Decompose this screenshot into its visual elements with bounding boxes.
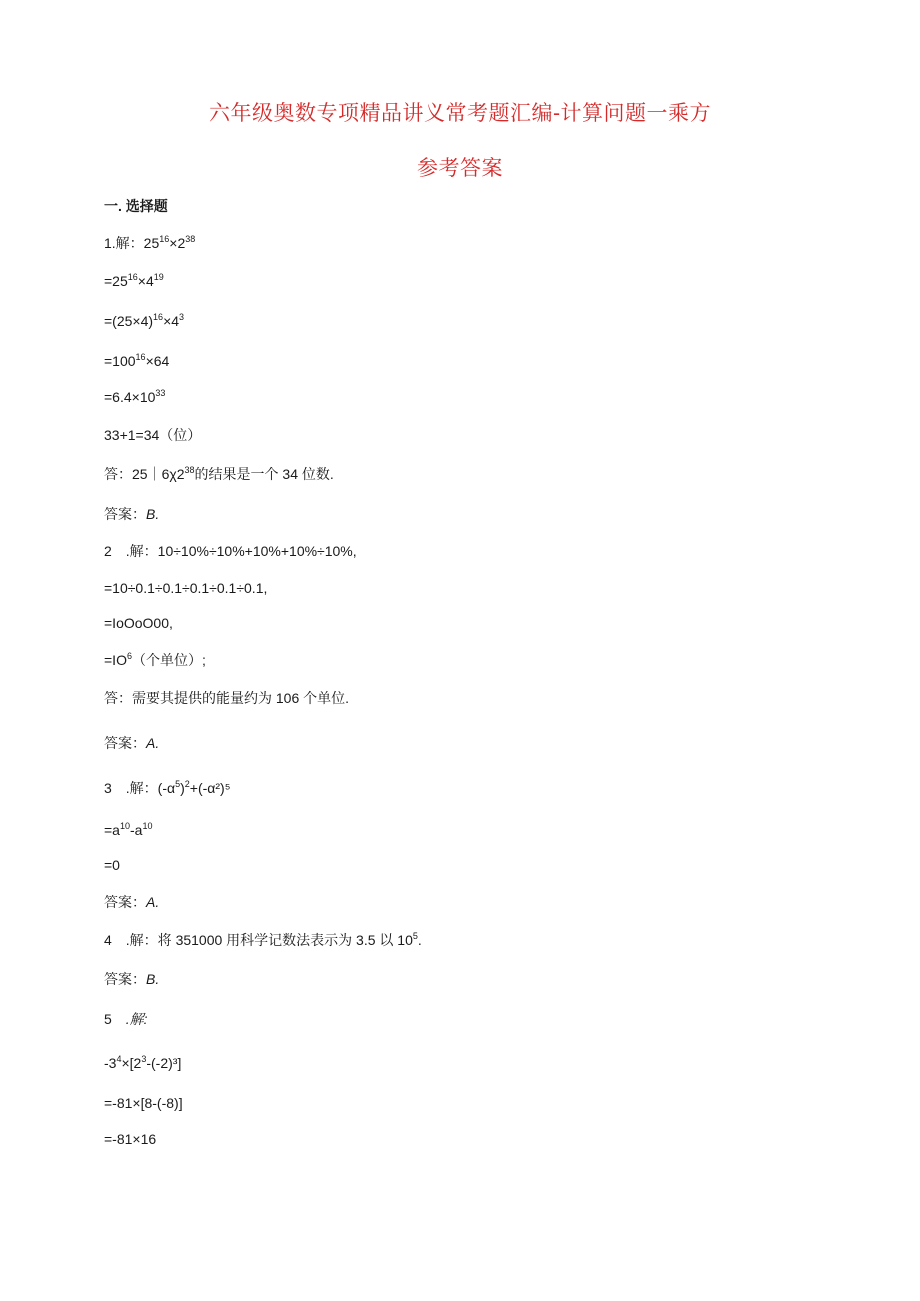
answer-line bbox=[104, 779, 231, 797]
line-text: 4 .解：将 351000 用科学记数法表示为 3.5 以 10 bbox=[104, 932, 413, 948]
page-subtitle: 参考答案 bbox=[417, 156, 503, 180]
answer-line bbox=[104, 388, 165, 406]
line-text: -a bbox=[129, 822, 143, 838]
line-text: 5 bbox=[104, 1011, 126, 1027]
answer-line bbox=[104, 614, 173, 632]
line-text: =(25×4) bbox=[104, 313, 154, 329]
exponent: 2 bbox=[184, 779, 190, 789]
line-text: ×4 bbox=[137, 273, 154, 289]
exponent: 4 bbox=[116, 1054, 122, 1064]
line-text: =IO bbox=[104, 652, 127, 668]
line-text: =-81×[8-(-8)] bbox=[104, 1095, 183, 1111]
answer-line bbox=[104, 1094, 183, 1112]
exponent: 16 bbox=[127, 272, 138, 282]
line-text: ) bbox=[180, 780, 185, 796]
exponent: 19 bbox=[153, 272, 164, 282]
line-text: =-81×16 bbox=[104, 1131, 157, 1147]
answer-line bbox=[104, 1010, 148, 1028]
line-text: =10÷0.1÷0.1÷0.1÷0.1÷0.1, bbox=[104, 580, 268, 596]
exponent: 10 bbox=[142, 821, 153, 831]
exponent: 6 bbox=[126, 651, 132, 661]
line-text: 答案： bbox=[104, 735, 146, 751]
answer-line bbox=[104, 234, 195, 252]
exponent: 3 bbox=[179, 312, 185, 322]
line-text: ×[2 bbox=[121, 1055, 142, 1071]
exponent: 38 bbox=[184, 465, 195, 475]
line-text: =25 bbox=[104, 273, 128, 289]
line-text: A. bbox=[146, 735, 160, 751]
line-text: B. bbox=[146, 506, 160, 522]
answer-line bbox=[104, 465, 334, 483]
answer-line bbox=[104, 734, 159, 752]
exponent: 16 bbox=[153, 312, 164, 322]
exponent: 38 bbox=[185, 234, 196, 244]
line-text: ×64 bbox=[145, 353, 170, 369]
exponent: 3 bbox=[141, 1054, 147, 1064]
answer-line bbox=[104, 970, 159, 988]
line-text: B. bbox=[146, 971, 160, 987]
answer-line bbox=[104, 856, 120, 874]
line-text: ×4 bbox=[163, 313, 180, 329]
line-text: . bbox=[417, 932, 422, 948]
answer-line bbox=[104, 1130, 156, 1148]
answer-line bbox=[104, 426, 201, 444]
answer-line bbox=[104, 352, 169, 370]
line-text: +(-α²)⁵ bbox=[189, 780, 231, 796]
answer-line bbox=[104, 689, 349, 707]
line-text: =6.4×10 bbox=[104, 389, 156, 405]
answer-line bbox=[104, 893, 159, 911]
line-text: =0 bbox=[104, 857, 120, 873]
answer-line bbox=[104, 542, 357, 560]
answer-line bbox=[104, 272, 164, 290]
answer-line bbox=[104, 579, 267, 597]
line-text: 3 .解：(-α bbox=[104, 780, 176, 796]
line-text: 答：25｜6χ2 bbox=[104, 466, 185, 482]
line-text: 1.解：25 bbox=[104, 235, 160, 251]
line-text: =IoOoO00, bbox=[104, 615, 173, 631]
line-text: 答案： bbox=[104, 971, 146, 987]
exponent: 10 bbox=[119, 821, 130, 831]
line-text: 答案： bbox=[104, 894, 146, 910]
exponent: 5 bbox=[175, 779, 181, 789]
answer-line bbox=[104, 931, 422, 949]
line-text: =100 bbox=[104, 353, 136, 369]
line-text: 答：需要其提供的能量约为 106 个单位. bbox=[104, 690, 350, 706]
section-heading: 一. 选择题 bbox=[104, 198, 168, 214]
line-text: -(-2)³] bbox=[146, 1055, 182, 1071]
line-text: 2 .解：10÷10%÷10%+10%+10%÷10%, bbox=[104, 543, 357, 559]
exponent: 5 bbox=[412, 931, 418, 941]
line-text: 33+1=34（位） bbox=[104, 427, 202, 443]
exponent: 33 bbox=[155, 388, 166, 398]
line-text: =a bbox=[104, 822, 120, 838]
answer-line bbox=[104, 1054, 181, 1072]
answer-line bbox=[104, 651, 206, 669]
line-text: （个单位）; bbox=[131, 652, 206, 668]
line-text: ×2 bbox=[169, 235, 186, 251]
answer-line bbox=[104, 312, 184, 330]
line-text: -3 bbox=[104, 1055, 117, 1071]
exponent: 16 bbox=[159, 234, 170, 244]
line-text: 答案： bbox=[104, 506, 146, 522]
page-title: 六年级奥数专项精品讲义常考题汇编-计算问题一乘方 bbox=[208, 101, 712, 125]
line-text: A. bbox=[146, 894, 160, 910]
exponent: 16 bbox=[135, 352, 146, 362]
answer-line bbox=[104, 821, 152, 839]
line-text: .解: bbox=[125, 1011, 148, 1027]
answer-line bbox=[104, 505, 159, 523]
line-text: 的结果是一个 34 位数. bbox=[194, 466, 334, 482]
